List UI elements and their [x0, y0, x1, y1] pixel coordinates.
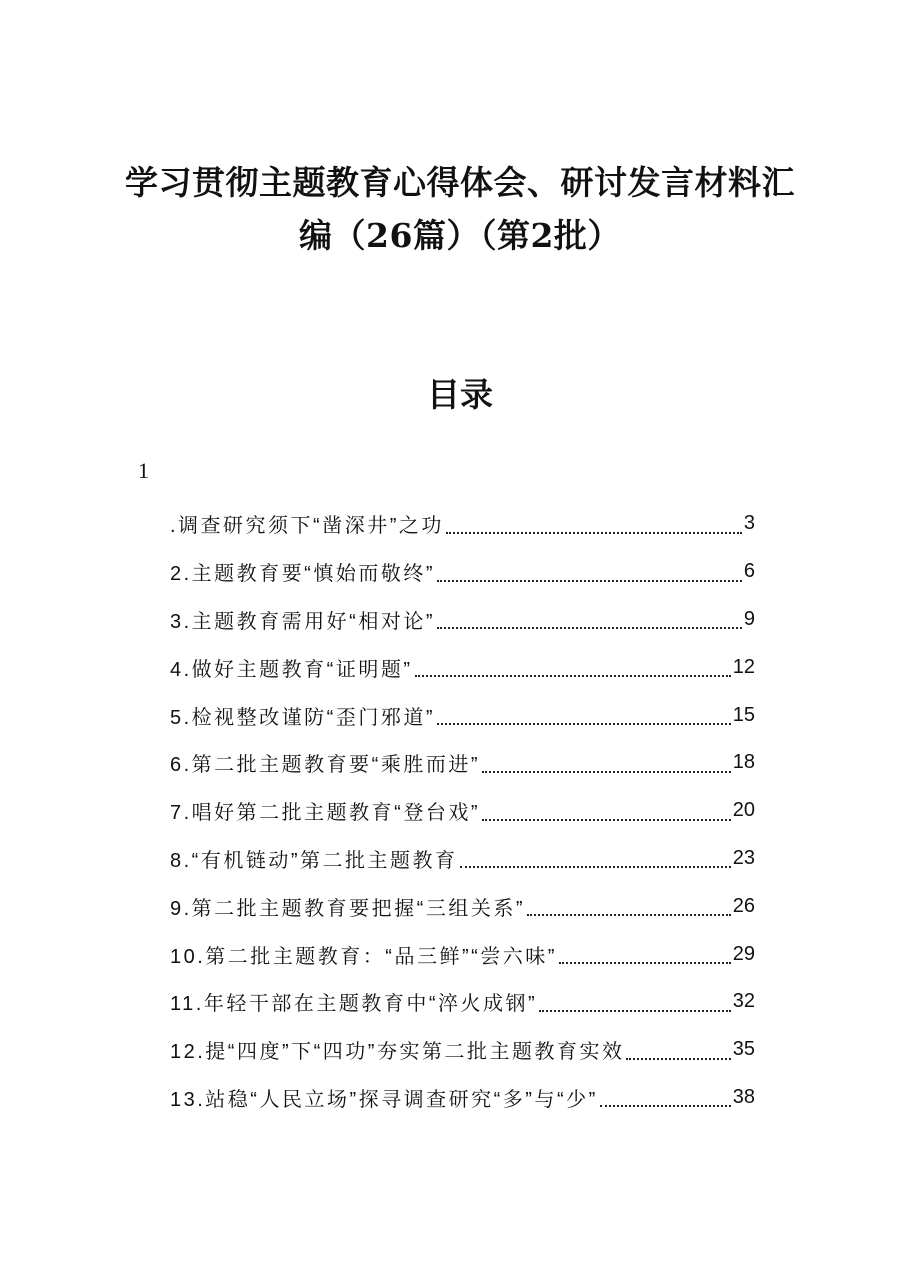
- toc-entry[interactable]: [170, 930, 755, 978]
- toc-entry-title: 10.第二批主题教育：“品三鲜”“尝六味”: [170, 945, 557, 968]
- toc-list: [170, 500, 755, 1121]
- toc-dot-leader: [437, 627, 742, 629]
- toc-entry-page: 12: [732, 655, 755, 678]
- toc-entry-page: 18: [732, 751, 755, 774]
- toc-dot-leader: [626, 1058, 730, 1060]
- toc-entry-title: 11.年轻干部在主题教育中“淬火成钢”: [170, 993, 538, 1016]
- toc-entry-page: 38: [732, 1085, 755, 1108]
- toc-dot-leader: [539, 1010, 731, 1012]
- toc-entry-page: 3: [743, 512, 755, 535]
- toc-entry[interactable]: [170, 1074, 755, 1122]
- toc-entry[interactable]: [170, 739, 755, 787]
- toc-entry-title: 6.第二批主题教育要“乘胜而进”: [170, 754, 480, 777]
- toc-entry-page: 29: [732, 942, 755, 965]
- toc-dot-leader: [415, 675, 731, 677]
- toc-entry[interactable]: [170, 978, 755, 1026]
- toc-dot-leader: [559, 962, 731, 964]
- toc-entry-page: 9: [743, 607, 755, 630]
- document-title: [100, 156, 820, 262]
- toc-entry[interactable]: [170, 882, 755, 930]
- document-title-line-2: 编（26篇）（第2批）: [299, 216, 621, 255]
- toc-dot-leader: [460, 866, 731, 868]
- toc-entry-title: 7.唱好第二批主题教育“登台戏”: [170, 802, 480, 825]
- toc-entry-title: 12.提“四度”下“四功”夯实第二批主题教育实效: [170, 1041, 625, 1064]
- toc-entry[interactable]: [170, 500, 755, 548]
- toc-entry-title: 4.做好主题教育“证明题”: [170, 658, 413, 681]
- toc-entry[interactable]: [170, 596, 755, 644]
- toc-entry-title: 9.第二批主题教育要把握“三组关系”: [170, 897, 525, 920]
- toc-dot-leader: [446, 532, 742, 534]
- toc-entry-page: 20: [732, 799, 755, 822]
- toc-dot-leader: [527, 914, 731, 916]
- toc-entry-page: 23: [732, 846, 755, 869]
- toc-entry-page: 26: [732, 894, 755, 917]
- toc-dot-leader: [482, 819, 731, 821]
- toc-entry-title: 8.“有机链动”第二批主题教育: [170, 849, 458, 872]
- toc-dot-leader: [600, 1105, 731, 1107]
- toc-entry[interactable]: [170, 643, 755, 691]
- document-title-line-1: 学习贯彻主题教育心得体会、研讨发言材料汇: [125, 163, 795, 202]
- toc-entry[interactable]: [170, 1026, 755, 1074]
- toc-entry-page: 6: [743, 560, 755, 583]
- toc-entry[interactable]: [170, 548, 755, 596]
- toc-entry[interactable]: [170, 691, 755, 739]
- toc-entry-page: 35: [732, 1038, 755, 1061]
- toc-entry-title: 5.检视整改谨防“歪门邪道”: [170, 706, 435, 729]
- toc-entry-page: 15: [732, 703, 755, 726]
- toc-entry-title: 2.主题教育要“慎始而敬终”: [170, 563, 435, 586]
- toc-heading: 目录: [427, 375, 493, 414]
- toc-dot-leader: [437, 580, 742, 582]
- toc-entry-title: 13.站稳“人民立场”探寻调查研究“多”与“少”: [170, 1088, 598, 1111]
- toc-entry-page: 32: [732, 990, 755, 1013]
- toc-entry-title: .调查研究须下“凿深井”之功: [170, 515, 444, 538]
- toc-entry[interactable]: [170, 835, 755, 883]
- toc-entry[interactable]: [170, 787, 755, 835]
- section-number: 1: [138, 458, 149, 483]
- toc-entry-title: 3.主题教育需用好“相对论”: [170, 610, 435, 633]
- toc-dot-leader: [482, 771, 731, 773]
- toc-dot-leader: [437, 723, 731, 725]
